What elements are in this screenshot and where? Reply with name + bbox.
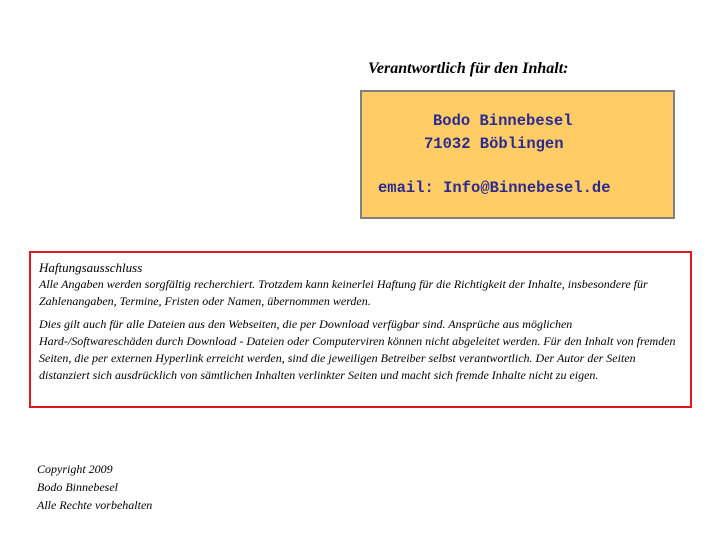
responsible-heading: Verantwortlich für den Inhalt:: [368, 60, 569, 77]
contact-box: [360, 90, 675, 219]
copyright-rights: Alle Rechte vorbehalten: [37, 498, 153, 512]
disclaimer-box: [29, 251, 692, 408]
copyright-block: [37, 460, 152, 514]
copyright-line: Copyright 2009: [37, 462, 113, 476]
contact-name: Bodo Binnebesel: [433, 112, 573, 130]
contact-city: 71032 Böblingen: [424, 135, 564, 153]
disclaimer-paragraph-2: Dies gilt auch für alle Dateien aus den Webseiten, die per Download verfügbar sind. Ansprüche aus möglichen Hard-/Softwareschäden durch Download - Dateien oder Computerviren können nicht abgeleitet werden. Für den Inhalt von fremden Seiten, die per externen Hyperlink erreicht werden, sind die jeweiligen Betreiber selbst verantwortlich. Der Autor der Seiten distanziert sich ausdrücklich von sämtlichen Inhalten verlinkter Seiten und macht sich fremde Inhalte nicht zu eigen.: [39, 317, 676, 382]
contact-email[interactable]: email: Info@Binnebesel.de: [378, 179, 611, 197]
copyright-owner: Bodo Binnebesel: [37, 480, 118, 494]
disclaimer-paragraph-1: Alle Angaben werden sorgfältig recherchiert. Trotzdem kann keinerlei Haftung für die Richtigkeit der Inhalte, insbesondere für Zahlenangaben, Termine, Fristen oder Namen, übernommen werden.: [39, 277, 648, 308]
disclaimer-title: Haftungsausschluss: [39, 260, 143, 275]
